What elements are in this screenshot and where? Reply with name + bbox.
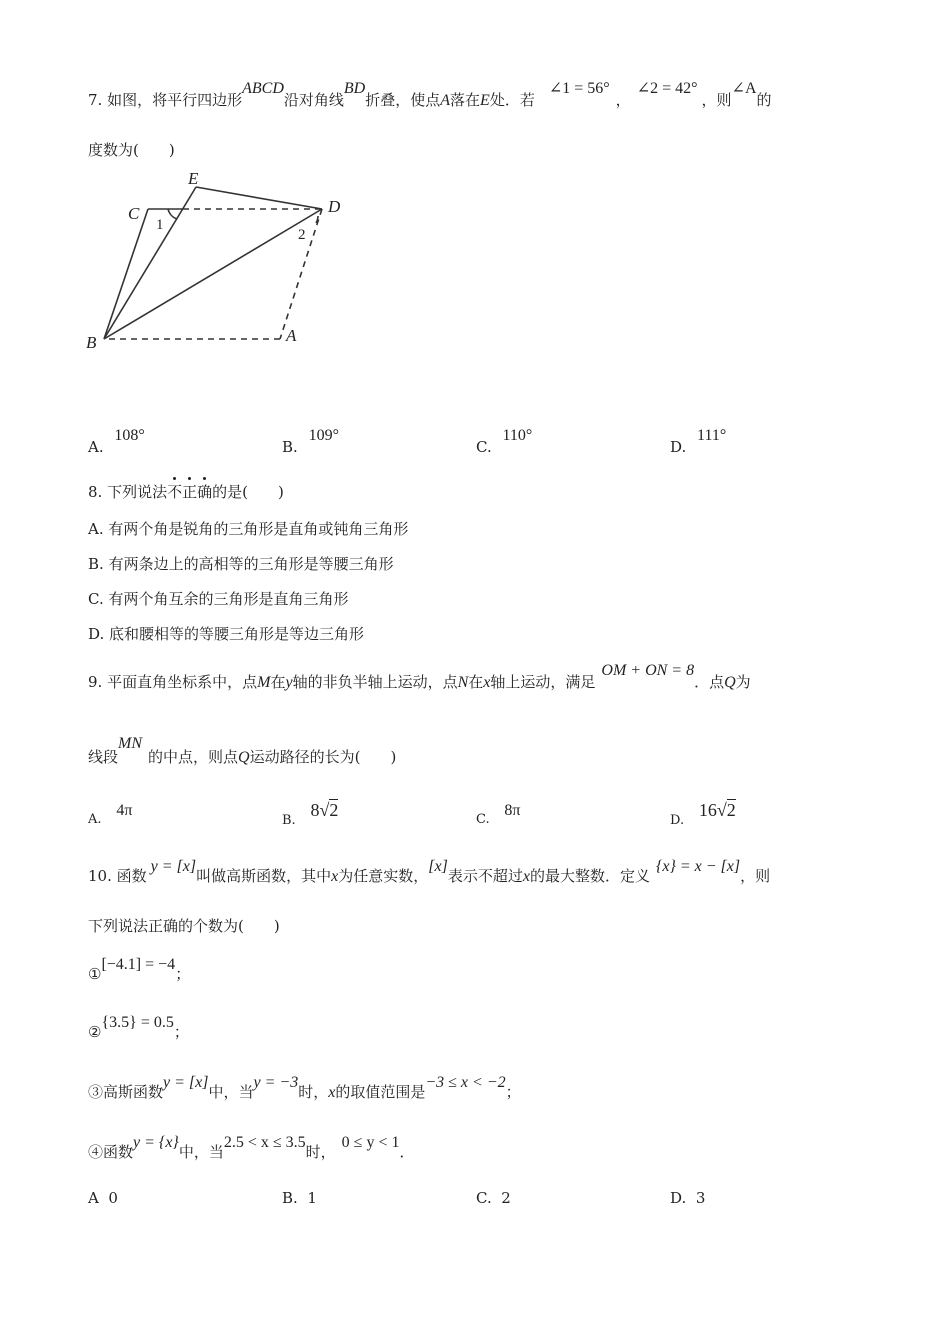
- option-value: 110°: [502, 427, 533, 444]
- option-value: 2: [501, 1189, 511, 1207]
- segment-bd: [104, 209, 322, 339]
- statement-text: 时，: [298, 1083, 329, 1101]
- option-value: 8π: [504, 802, 521, 819]
- statement-end: ；: [505, 1083, 521, 1101]
- label-b: B: [86, 333, 97, 352]
- option-letter: C.: [476, 438, 492, 456]
- option-letter: C.: [476, 1189, 492, 1207]
- q10-text: 的最大整数．定义: [529, 867, 650, 885]
- q7-number: 7.: [88, 91, 103, 109]
- point-m: M: [257, 674, 271, 691]
- q10-text: 表示不超过: [447, 867, 523, 885]
- option-letter: D.: [670, 1189, 687, 1207]
- statement-formula: y = −3: [253, 1074, 299, 1091]
- q9-text: 平面直角坐标系中，点: [107, 673, 258, 691]
- option-letter: D.: [670, 438, 687, 456]
- statement-text: 的取值范围是: [335, 1083, 426, 1101]
- q8-option-c[interactable]: [88, 589, 349, 609]
- emphasis-char: [182, 483, 197, 501]
- segment-mn: MN: [118, 735, 143, 752]
- q9-text: 轴上运动，满足: [490, 673, 596, 691]
- option-letter: A.: [88, 438, 104, 456]
- q9-text: 为: [735, 673, 751, 691]
- segment-bc: [104, 209, 148, 339]
- q10-option-a[interactable]: [88, 1188, 118, 1208]
- option-value: 111°: [697, 427, 727, 444]
- q7-angle2: ∠2 = 42°: [636, 80, 698, 97]
- q7-angleA: ∠A: [731, 80, 757, 97]
- option-text: 有两条边上的高相等的三角形是等腰三角形: [108, 555, 394, 573]
- statement-mark: ④: [88, 1143, 104, 1161]
- emphasis-text: 不: [167, 483, 183, 501]
- statement-text: 函数: [103, 1143, 134, 1161]
- emphasis-char: [167, 483, 182, 501]
- emphasis-text: 确: [197, 483, 213, 501]
- q10-statement-1: [88, 956, 191, 985]
- q9-line2: [88, 735, 397, 768]
- q10-option-b[interactable]: [282, 1188, 317, 1208]
- emphasis-text: 正: [182, 483, 198, 501]
- q10-text: 为任意实数，: [338, 867, 429, 885]
- q7-text: 处．若: [489, 91, 535, 109]
- q10-formula: [x]: [428, 858, 448, 875]
- q7-point-a: A: [440, 92, 451, 109]
- option-coef: 8: [310, 800, 320, 820]
- q7-parallelogram-name: ABCD: [242, 80, 284, 97]
- label-c: C: [128, 204, 140, 223]
- option-value: 0: [108, 1189, 118, 1207]
- emphasis-char: [197, 483, 212, 501]
- option-coef: 16: [698, 800, 717, 820]
- option-value: 3: [695, 1189, 706, 1207]
- statement-mark: ②: [88, 1023, 102, 1041]
- q9-option-a[interactable]: [88, 800, 133, 827]
- q10-line2: 下列说法正确的个数为( ): [88, 917, 280, 935]
- q10-statement-2: [88, 1014, 189, 1043]
- q7-text: 的: [756, 91, 772, 109]
- option-letter: B.: [88, 555, 104, 573]
- q8-option-d[interactable]: [88, 624, 364, 644]
- option-value: 4π: [116, 802, 133, 819]
- label-a: A: [286, 326, 297, 345]
- option-value: 108°: [114, 427, 145, 444]
- label-d: D: [328, 197, 341, 216]
- q9-line1: [88, 662, 751, 693]
- q7-line2: 度数为( ): [88, 141, 175, 159]
- statement-formula: [−4.1] = −4: [101, 956, 176, 973]
- statement-mark: ③: [88, 1083, 104, 1101]
- q7-figure: [80, 166, 370, 356]
- statement-end: ；: [173, 1023, 189, 1041]
- q10-number: 10.: [88, 867, 112, 885]
- statement-formula: y = [x]: [163, 1074, 209, 1091]
- q10-formula: {x} = x − [x]: [655, 858, 741, 875]
- q7-option-a[interactable]: [88, 425, 145, 456]
- q10-text: ，则: [740, 867, 771, 885]
- option-letter: A.: [88, 812, 102, 827]
- statement-text: 高斯函数: [103, 1083, 164, 1101]
- point-q: Q: [238, 749, 250, 766]
- option-letter: D.: [88, 625, 105, 643]
- q7-text: 落在: [450, 91, 481, 109]
- option-letter: B.: [282, 813, 296, 828]
- statement-text: 中，当: [208, 1083, 254, 1101]
- segment-be: [104, 187, 196, 339]
- sqrt-sign: √: [716, 800, 727, 820]
- q9-text: 在: [270, 673, 286, 691]
- q9-option-c[interactable]: [476, 800, 521, 827]
- point-q: Q: [724, 674, 736, 691]
- q7-option-b[interactable]: [282, 425, 339, 456]
- q10-statement-4: [88, 1134, 415, 1163]
- q10-statement-3: [88, 1074, 521, 1103]
- q8-number: 8.: [88, 483, 103, 501]
- q9-text: 在: [468, 673, 484, 691]
- option-letter: C.: [476, 812, 490, 827]
- q7-text: ，则: [701, 91, 732, 109]
- option-text: 有两个角是锐角的三角形是直角或钝角三角形: [108, 520, 409, 538]
- q10-line1: [88, 858, 771, 887]
- q8-stem: [88, 482, 284, 502]
- q8-option-b[interactable]: [88, 554, 394, 574]
- q9-text: 线段: [88, 748, 119, 766]
- q7-angle1: ∠1 = 56°: [548, 80, 610, 97]
- option-letter: A.: [88, 520, 104, 538]
- q7-text: ，: [615, 91, 631, 109]
- q7-diagonal-name: BD: [343, 80, 366, 97]
- q8-option-a[interactable]: [88, 519, 408, 539]
- var-x: x: [328, 1084, 336, 1101]
- axis-y: y: [285, 674, 293, 691]
- q7-text: 如图，将平行四边形: [107, 91, 243, 109]
- label-angle-1: 1: [156, 217, 164, 233]
- angle-1-arc: [168, 209, 177, 219]
- var-x: x: [331, 868, 339, 885]
- q7-text: 折叠，使点: [365, 91, 441, 109]
- statement-text: 时，: [305, 1143, 336, 1161]
- option-letter: A: [88, 1189, 99, 1207]
- axis-x: x: [483, 674, 491, 691]
- q9-option-d[interactable]: [670, 800, 736, 828]
- sqrt-radicand: 2: [726, 800, 736, 820]
- var-x: x: [522, 868, 530, 885]
- q9-number: 9.: [88, 673, 103, 691]
- q9-option-b[interactable]: [282, 800, 339, 828]
- sqrt-radicand: 2: [329, 800, 339, 820]
- statement-end: ；: [175, 965, 191, 983]
- q10-option-d[interactable]: [670, 1188, 705, 1208]
- label-e: E: [188, 169, 199, 188]
- statement-mark: ①: [88, 965, 102, 983]
- q7-text: 沿对角线: [283, 91, 344, 109]
- option-letter: B.: [282, 438, 298, 456]
- q9-text: 运动路径的长为( ): [249, 748, 397, 766]
- q10-formula: y = [x]: [150, 858, 197, 875]
- segment-ed: [196, 187, 322, 209]
- statement-formula: −3 ≤ x < −2: [425, 1074, 506, 1091]
- q10-option-c[interactable]: [476, 1188, 511, 1208]
- option-value: 109°: [308, 427, 339, 444]
- q8-text: 下列说法: [107, 483, 168, 501]
- q9-condition: OM + ON = 8: [601, 662, 695, 679]
- statement-formula: {3.5} = 0.5: [101, 1014, 174, 1031]
- statement-formula: 2.5 < x ≤ 3.5: [223, 1134, 306, 1151]
- q8-text: 的是( ): [212, 483, 284, 501]
- option-text: 底和腰相等的等腰三角形是等边三角形: [109, 625, 365, 643]
- point-n: N: [457, 674, 469, 691]
- q7-point-e: E: [480, 92, 490, 109]
- option-letter: D.: [670, 813, 685, 828]
- label-angle-2: 2: [298, 227, 306, 243]
- option-letter: B.: [282, 1189, 298, 1207]
- option-letter: C.: [88, 590, 104, 608]
- q7-option-d[interactable]: [670, 425, 727, 456]
- q7-option-c[interactable]: [476, 425, 533, 456]
- q10-text: 叫做高斯函数，其中: [196, 867, 332, 885]
- q10-text: 函数: [116, 867, 147, 885]
- q9-text: ．点: [694, 673, 725, 691]
- sqrt-sign: √: [319, 800, 330, 820]
- option-value: 1: [307, 1189, 317, 1207]
- statement-formula: 0 ≤ y < 1: [341, 1134, 400, 1151]
- q7-line1: [88, 80, 772, 111]
- statement-end: ．: [399, 1143, 415, 1161]
- q9-text: 的中点，则点: [148, 748, 239, 766]
- q9-text: 轴的非负半轴上运动，点: [292, 673, 458, 691]
- statement-formula: y = {x}: [133, 1134, 179, 1151]
- statement-text: 中，当: [178, 1143, 224, 1161]
- option-text: 有两个角互余的三角形是直角三角形: [108, 590, 349, 608]
